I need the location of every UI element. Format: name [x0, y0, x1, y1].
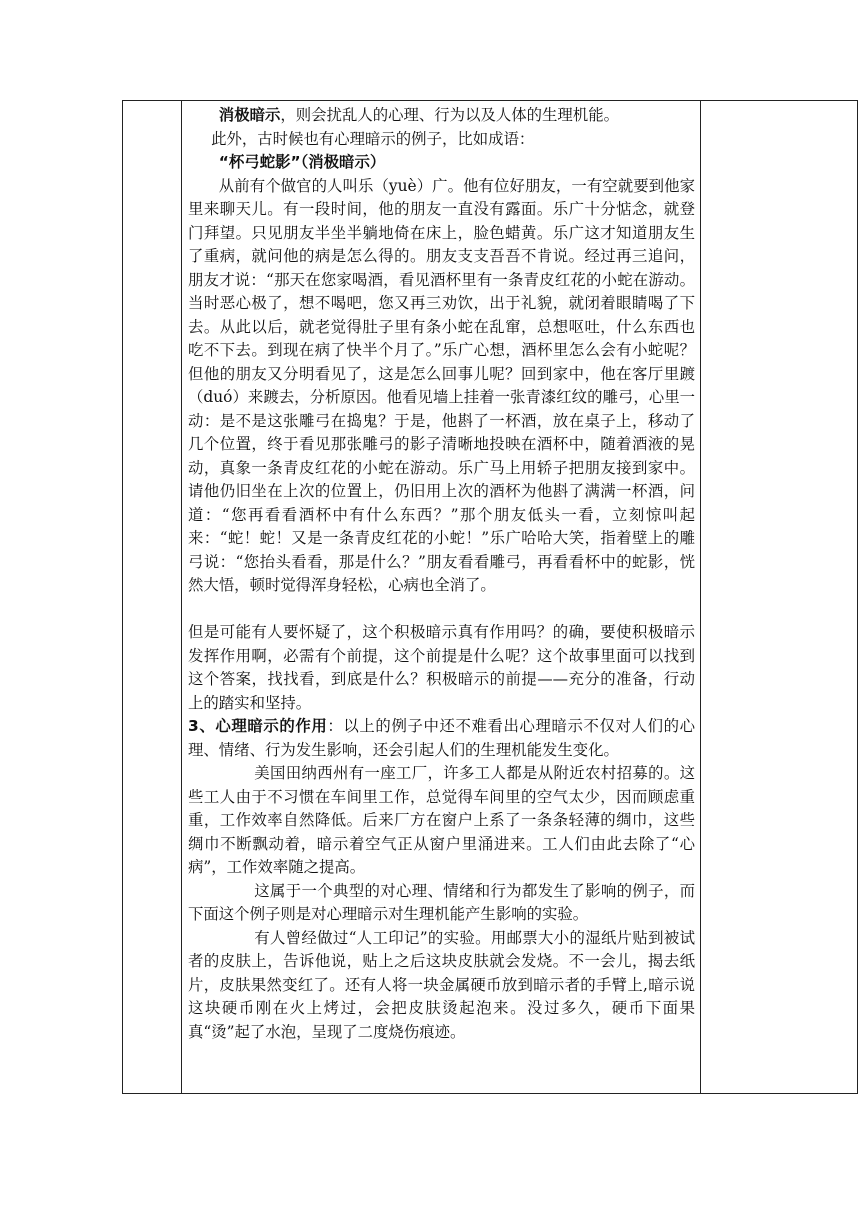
negative-suggestion-line: [188, 104, 695, 128]
factory-paragraph: 美国田纳西州有一座工厂，许多工人都是从附近农村招募的。这些工人由于不习惯在车间里工作，总觉得车间里的空气太少，因而顾虑重重，工作效率自然降低。后来厂方在窗户上系了一条条轻薄的绸巾，这些绸巾不断飘动着，暗示着空气正从窗户里涌进来。工人们由此去除了“心病”，工作效率随之提高。: [188, 764, 695, 876]
right-column-cell: [701, 101, 858, 1094]
section-3-heading: 3、心理暗示的作用: [188, 717, 328, 735]
negative-suggestion-term: 消极暗示: [218, 106, 281, 124]
negative-suggestion-desc: ，则会扰乱人的心理、行为以及人体的生理机能。: [280, 106, 619, 124]
table-row: [123, 101, 858, 1094]
story-title: “杯弓蛇影”（消极暗示）: [218, 153, 386, 171]
content-cell: [182, 101, 701, 1094]
story-paragraph: 从前有个做官的人叫乐（yuè）广。他有位好朋友，一有空就要到他家里来聊天儿。有一段时间，他的朋友一直没有露面。乐广十分惦念，就登门拜望。只见朋友半坐半躺地倚在床上，脸色蜡黄。乐广这才知道朋友生了重病，就问他的病是怎么得的。朋友支支吾吾不肯说。经过再三追问，朋友才说：“那天在您家喝酒，看见酒杯里有一条青皮红花的小蛇在游动。当时恶心极了，想不喝吧，您又再三劝饮，出于礼貌，就闭着眼睛喝了下去。从此以后，就老觉得肚子里有条小蛇在乱窜，总想呕吐，什么东西也吃不下去。到现在病了快半个月了。”乐广心想，酒杯里怎么会有小蛇呢？但他的朋友又分明看见了，这是怎么回事儿呢？回到家中，他在客厅里踱（duó）来踱去，分析原因。他看见墙上挂着一张青漆红纹的雕弓，心里一动：是不是这张雕弓在捣鬼？于是，他斟了一杯酒，放在桌子上，移动了几个位置，终于看见那张雕弓的影子清晰地投映在酒杯中，随着酒液的晃动，真象一条青皮红花的小蛇在游动。乐广马上用轿子把朋友接到家中。请他仍旧坐在上次的位置上，仍旧用上次的酒杯为他斟了满满一杯酒，问道：“您再看看酒杯中有什么东西？”那个朋友低头一看，立刻惊叫起来：“蛇！蛇！又是一条青皮红花的小蛇！”乐广哈哈大笑，指着壁上的雕弓说：“您抬头看看，那是什么？”朋友看看雕弓，再看看杯中的蛇影，恍然大悟，顿时觉得浑身轻松，心病也全消了。: [188, 176, 695, 594]
lesson-table: [122, 100, 858, 1094]
section-3-paragraph: [188, 715, 695, 762]
left-column-cell: [123, 101, 182, 1094]
doubt-paragraph: 但是可能有人要怀疑了，这个积极暗示真有作用吗？的确，要使积极暗示发挥作用啊，必需有个前提，这个前提是什么呢？这个故事里面可以找到这个答案，找找看，到底是什么？积极暗示的前提——充分的准备，行动上的踏实和坚持。: [188, 623, 695, 712]
typical-example-paragraph: 这属于一个典型的对心理、情绪和行为都发生了影响的例子，而下面这个例子则是对心理暗示对生理机能产生影响的实验。: [188, 881, 695, 923]
ancient-example-line: 此外，古时候也有心理暗示的例子，比如成语：: [211, 129, 535, 148]
experiment-paragraph: 有人曾经做过“人工印记”的实验。用邮票大小的湿纸片贴到被试者的皮肤上，告诉他说，贴上之后这块皮肤就会发烧。不一会儿，揭去纸片，皮肤果然变红了。还有人将一块金属硬币放到暗示者的手臂上,暗示说这块硬币刚在火上烤过，会把皮肤烫起泡来。没过多久，硬币下面果真“烫”起了水泡，呈现了二度烧伤痕迹。: [188, 928, 695, 1041]
section-3-text: ：以上的例子中还不难看出心理暗示不仅对人们的心理、情绪、行为发生影响，还会引起人们的生理机能发生变化。: [188, 717, 695, 759]
blank-line: [188, 598, 695, 622]
content-text: [182, 101, 700, 1044]
